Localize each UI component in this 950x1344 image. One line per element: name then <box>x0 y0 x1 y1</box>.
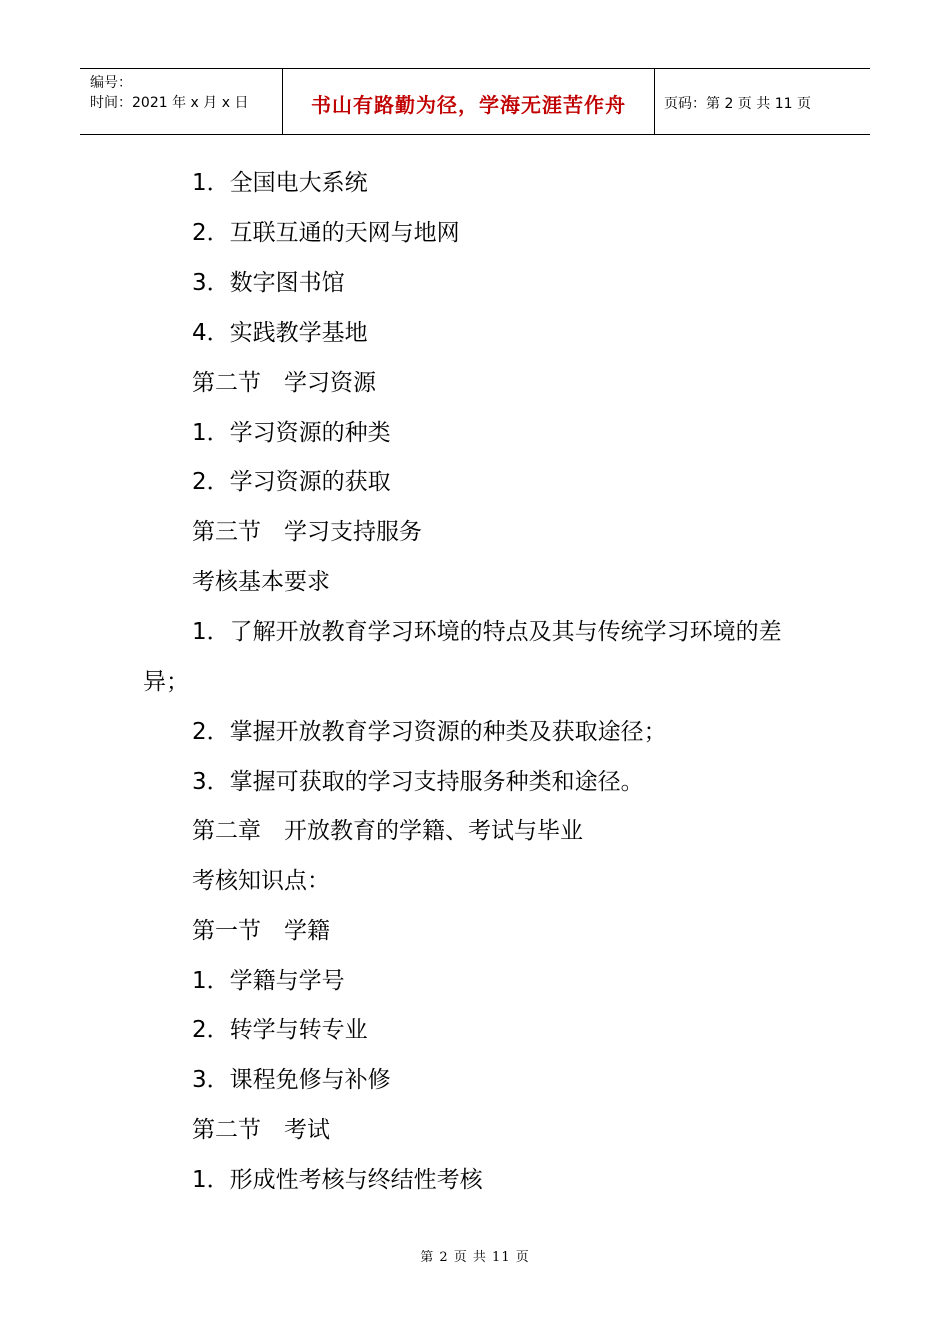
header-motto-cell <box>282 69 655 134</box>
body-line: 3．掌握可获取的学习支持服务种类和途径。 <box>192 769 644 795</box>
section-heading: 第二节 考试 <box>192 1117 330 1143</box>
page-footer: 第 2 页 共 11 页 <box>420 1250 530 1265</box>
header-page-info-cell <box>655 69 870 134</box>
subheading: 考核基本要求 <box>192 569 330 595</box>
body-line: 2．学习资源的获取 <box>192 469 391 495</box>
section-heading: 第三节 学习支持服务 <box>192 519 422 545</box>
body-line: 2．互联互通的天网与地网 <box>192 220 460 246</box>
body-line: 1．学习资源的种类 <box>192 420 391 446</box>
body-line: 3．课程免修与补修 <box>192 1067 391 1093</box>
body-line: 2．掌握开放教育学习资源的种类及获取途径； <box>192 719 667 745</box>
header-page-info: 页码：第 2 页 共 11 页 <box>664 95 811 112</box>
section-heading: 第一节 学籍 <box>192 918 330 944</box>
body-line-continuation: 异； <box>143 669 189 695</box>
document-date: 时间：2021 年 x 月 x 日 <box>90 95 249 111</box>
page-header <box>80 68 870 135</box>
document-number-label: 编号： <box>90 75 132 91</box>
body-line: 2．转学与转专业 <box>192 1017 368 1043</box>
subheading: 考核知识点： <box>192 868 330 894</box>
body-line: 4．实践教学基地 <box>192 320 368 346</box>
header-motto: 书山有路勤为径，学海无涯苦作舟 <box>311 93 626 117</box>
body-line: 3．数字图书馆 <box>192 270 345 296</box>
body-line: 1．学籍与学号 <box>192 968 345 994</box>
body-line: 1．形成性考核与终结性考核 <box>192 1167 483 1193</box>
chapter-heading: 第二章 开放教育的学籍、考试与毕业 <box>192 818 583 844</box>
header-meta <box>80 69 282 134</box>
body-line: 1．全国电大系统 <box>192 170 368 196</box>
body-line: 1．了解开放教育学习环境的特点及其与传统学习环境的差 <box>192 619 782 645</box>
section-heading: 第二节 学习资源 <box>192 370 376 396</box>
